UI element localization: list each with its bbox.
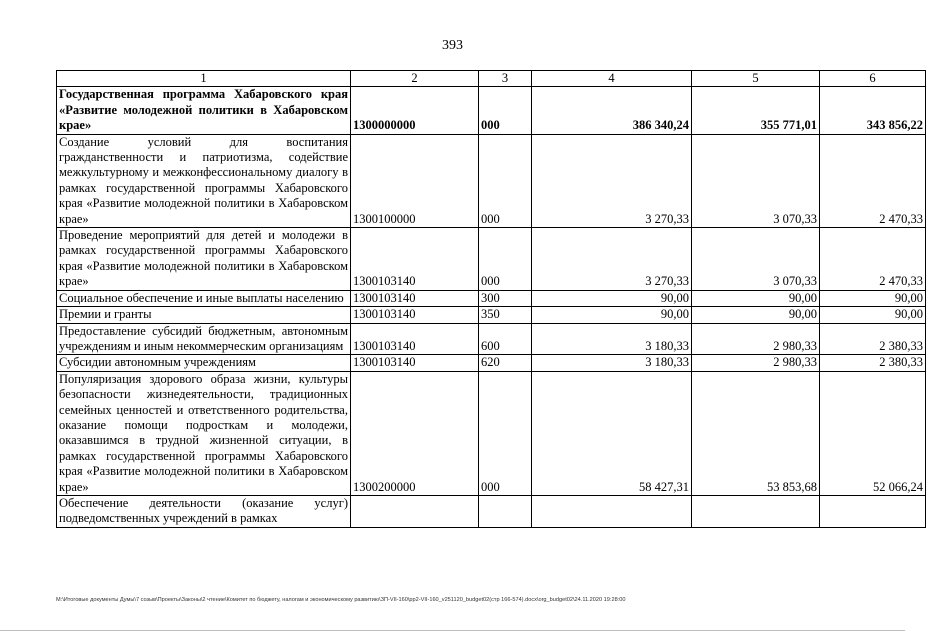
table-row (57, 307, 926, 323)
cell-expense-type: 000 (479, 87, 532, 134)
cell-expense-type: 300 (479, 290, 532, 306)
table-body (57, 87, 926, 527)
cell-amount-1: 3 270,33 (532, 228, 692, 291)
cell-amount-3: 343 856,22 (820, 87, 926, 134)
cell-amount-2: 2 980,33 (692, 355, 820, 371)
cell-amount-1: 90,00 (532, 307, 692, 323)
cell-expense-type: 000 (479, 371, 532, 495)
cell-name: Социальное обеспечение и иные выплаты населению (57, 290, 351, 306)
cell-target-code: 1300200000 (351, 371, 479, 495)
table-row (57, 228, 926, 291)
cell-target-code: 1300103140 (351, 323, 479, 355)
cell-target-code: 1300103140 (351, 355, 479, 371)
cell-name: Проведение мероприятий для детей и молодежи в рамках государственной программы Хабаровского края «Развитие молодежной политики в Хабаровском крае» (57, 228, 351, 291)
cell-amount-2: 2 980,33 (692, 323, 820, 355)
cell-amount-2: 90,00 (692, 290, 820, 306)
cell-amount-1: 90,00 (532, 290, 692, 306)
cell-amount-3: 2 380,33 (820, 355, 926, 371)
cell-expense-type: 350 (479, 307, 532, 323)
cell-amount-3: 90,00 (820, 307, 926, 323)
cell-amount-1: 3 180,33 (532, 323, 692, 355)
column-header-2: 2 (351, 71, 479, 87)
cell-amount-1: 3 180,33 (532, 355, 692, 371)
cell-target-code (351, 495, 479, 527)
bottom-divider (0, 630, 905, 631)
cell-amount-3: 2 380,33 (820, 323, 926, 355)
cell-amount-1: 58 427,31 (532, 371, 692, 495)
cell-amount-2: 3 070,33 (692, 134, 820, 227)
column-number-row (57, 71, 926, 87)
cell-target-code: 1300103140 (351, 290, 479, 306)
cell-expense-type: 000 (479, 228, 532, 291)
cell-amount-2: 355 771,01 (692, 87, 820, 134)
cell-expense-type: 620 (479, 355, 532, 371)
cell-amount-3: 2 470,33 (820, 228, 926, 291)
cell-target-code: 1300100000 (351, 134, 479, 227)
cell-amount-2: 53 853,68 (692, 371, 820, 495)
table-row (57, 495, 926, 527)
cell-name: Создание условий для воспитания гражданственности и патриотизма, содействие межкультурному и межконфессиональному диалогу в рамках государственной программы Хабаровского края «Развитие молодежной политики в Хабаровском крае» (57, 134, 351, 227)
cell-expense-type: 000 (479, 134, 532, 227)
cell-name: Субсидии автономным учреждениям (57, 355, 351, 371)
page-number: 393 (442, 38, 463, 53)
footer-file-path: M:\Итоговые документы Думы\7 созыв\Проекты\Законы\2 чтение\Комитет по бюджету, налогам и экономическому развитию\ЗП-VII-160\pp2-VII-160_v251120_budget02(стр 166-574).docx\org_budget02\24.11.2020 19:28:00 (56, 597, 626, 603)
cell-name: Предоставление субсидий бюджетным, автономным учреждениям и иным некоммерческим организациям (57, 323, 351, 355)
table-row (57, 134, 926, 227)
cell-target-code: 1300103140 (351, 228, 479, 291)
cell-expense-type (479, 495, 532, 527)
budget-table (56, 70, 926, 528)
cell-amount-3: 90,00 (820, 290, 926, 306)
cell-amount-2 (692, 495, 820, 527)
cell-name: Популяризация здорового образа жизни, культуры безопасности жизнедеятельности, традиционных семейных ценностей и ответственного родительства, оказание помощи подросткам и молодежи, оказавшимся в трудной жизненной ситуации, в рамках государственной программы Хабаровского края «Развитие молодежной политики в Хабаровском крае» (57, 371, 351, 495)
cell-name: Премии и гранты (57, 307, 351, 323)
table-row (57, 87, 926, 134)
cell-expense-type: 600 (479, 323, 532, 355)
cell-amount-2: 3 070,33 (692, 228, 820, 291)
table-row (57, 355, 926, 371)
table-row (57, 290, 926, 306)
column-header-6: 6 (820, 71, 926, 87)
cell-amount-1: 386 340,24 (532, 87, 692, 134)
table-row (57, 323, 926, 355)
column-header-1: 1 (57, 71, 351, 87)
cell-target-code: 1300000000 (351, 87, 479, 134)
cell-name: Обеспечение деятельности (оказание услуг) подведомственных учреждений в рамках (57, 495, 351, 527)
cell-amount-1: 3 270,33 (532, 134, 692, 227)
cell-name: Государственная программа Хабаровского края «Развитие молодежной политики в Хабаровском крае» (57, 87, 351, 134)
cell-amount-1 (532, 495, 692, 527)
cell-amount-2: 90,00 (692, 307, 820, 323)
table-row (57, 371, 926, 495)
column-header-5: 5 (692, 71, 820, 87)
column-header-3: 3 (479, 71, 532, 87)
cell-amount-3 (820, 495, 926, 527)
cell-amount-3: 2 470,33 (820, 134, 926, 227)
cell-amount-3: 52 066,24 (820, 371, 926, 495)
cell-target-code: 1300103140 (351, 307, 479, 323)
column-header-4: 4 (532, 71, 692, 87)
